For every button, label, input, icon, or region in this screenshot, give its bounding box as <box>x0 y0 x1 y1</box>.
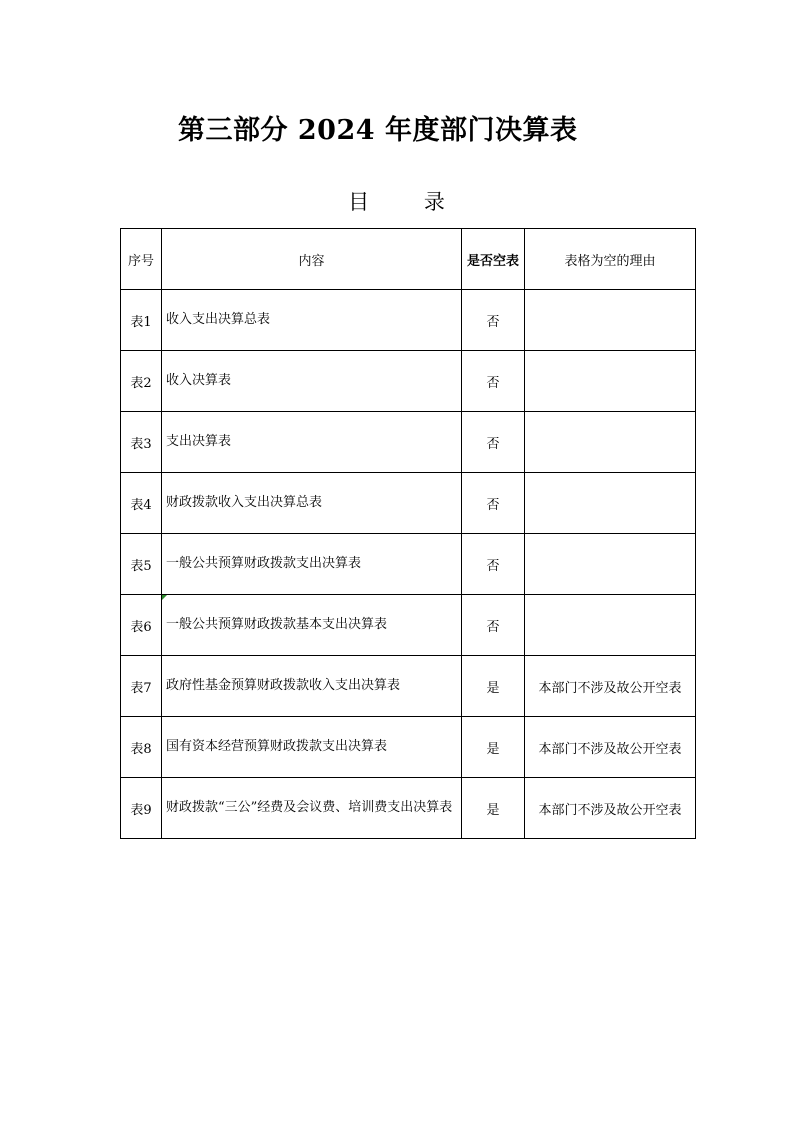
row-is-empty: 否 <box>462 595 525 656</box>
row-reason: 本部门不涉及故公开空表 <box>525 656 696 717</box>
row-name: 国有资本经营预算财政拨款支出决算表 <box>162 717 462 778</box>
row-reason: 本部门不涉及故公开空表 <box>525 778 696 839</box>
row-no: 表5 <box>121 534 162 595</box>
row-no: 表3 <box>121 412 162 473</box>
row-name: 收入决算表 <box>162 351 462 412</box>
row-no: 表7 <box>121 656 162 717</box>
cell-comment-marker <box>162 595 167 600</box>
row-is-empty: 否 <box>462 290 525 351</box>
row-name: 政府性基金预算财政拨款收入支出决算表 <box>162 656 462 717</box>
row-no: 表9 <box>121 778 162 839</box>
row-is-empty: 否 <box>462 473 525 534</box>
row-reason <box>525 290 696 351</box>
table-header-row <box>121 229 696 290</box>
toc-heading: 目 录 <box>348 190 469 214</box>
row-no: 表2 <box>121 351 162 412</box>
table-row <box>121 534 696 595</box>
row-name-cell <box>162 595 462 656</box>
row-is-empty: 否 <box>462 534 525 595</box>
row-reason <box>525 534 696 595</box>
row-reason <box>525 351 696 412</box>
row-name: 收入支出决算总表 <box>162 290 462 351</box>
row-is-empty: 是 <box>462 717 525 778</box>
row-name: 支出决算表 <box>162 412 462 473</box>
toc-table <box>120 228 696 839</box>
row-name: 一般公共预算财政拨款基本支出决算表 <box>166 617 388 632</box>
row-name: 财政拨款收入支出决算总表 <box>162 473 462 534</box>
table-row <box>121 473 696 534</box>
row-is-empty: 是 <box>462 778 525 839</box>
table-row <box>121 290 696 351</box>
table-row <box>121 656 696 717</box>
row-is-empty: 否 <box>462 412 525 473</box>
table-row <box>121 717 696 778</box>
row-no: 表8 <box>121 717 162 778</box>
row-no: 表4 <box>121 473 162 534</box>
table-row <box>121 778 696 839</box>
row-reason <box>525 595 696 656</box>
row-reason <box>525 473 696 534</box>
header-no: 序号 <box>121 229 162 290</box>
table-row <box>121 595 696 656</box>
row-no: 表1 <box>121 290 162 351</box>
row-no: 表6 <box>121 595 162 656</box>
row-reason <box>525 412 696 473</box>
row-is-empty: 否 <box>462 351 525 412</box>
header-reason: 表格为空的理由 <box>525 229 696 290</box>
row-is-empty: 是 <box>462 656 525 717</box>
header-is-empty: 是否空表 <box>462 229 525 290</box>
table-row <box>121 351 696 412</box>
header-name: 内容 <box>162 229 462 290</box>
row-reason: 本部门不涉及故公开空表 <box>525 717 696 778</box>
page-title: 第三部分 2024 年度部门决算表 <box>178 115 578 146</box>
table-row <box>121 412 696 473</box>
row-name: 财政拨款“三公”经费及会议费、培训费支出决算表 <box>162 778 462 839</box>
row-name: 一般公共预算财政拨款支出决算表 <box>162 534 462 595</box>
